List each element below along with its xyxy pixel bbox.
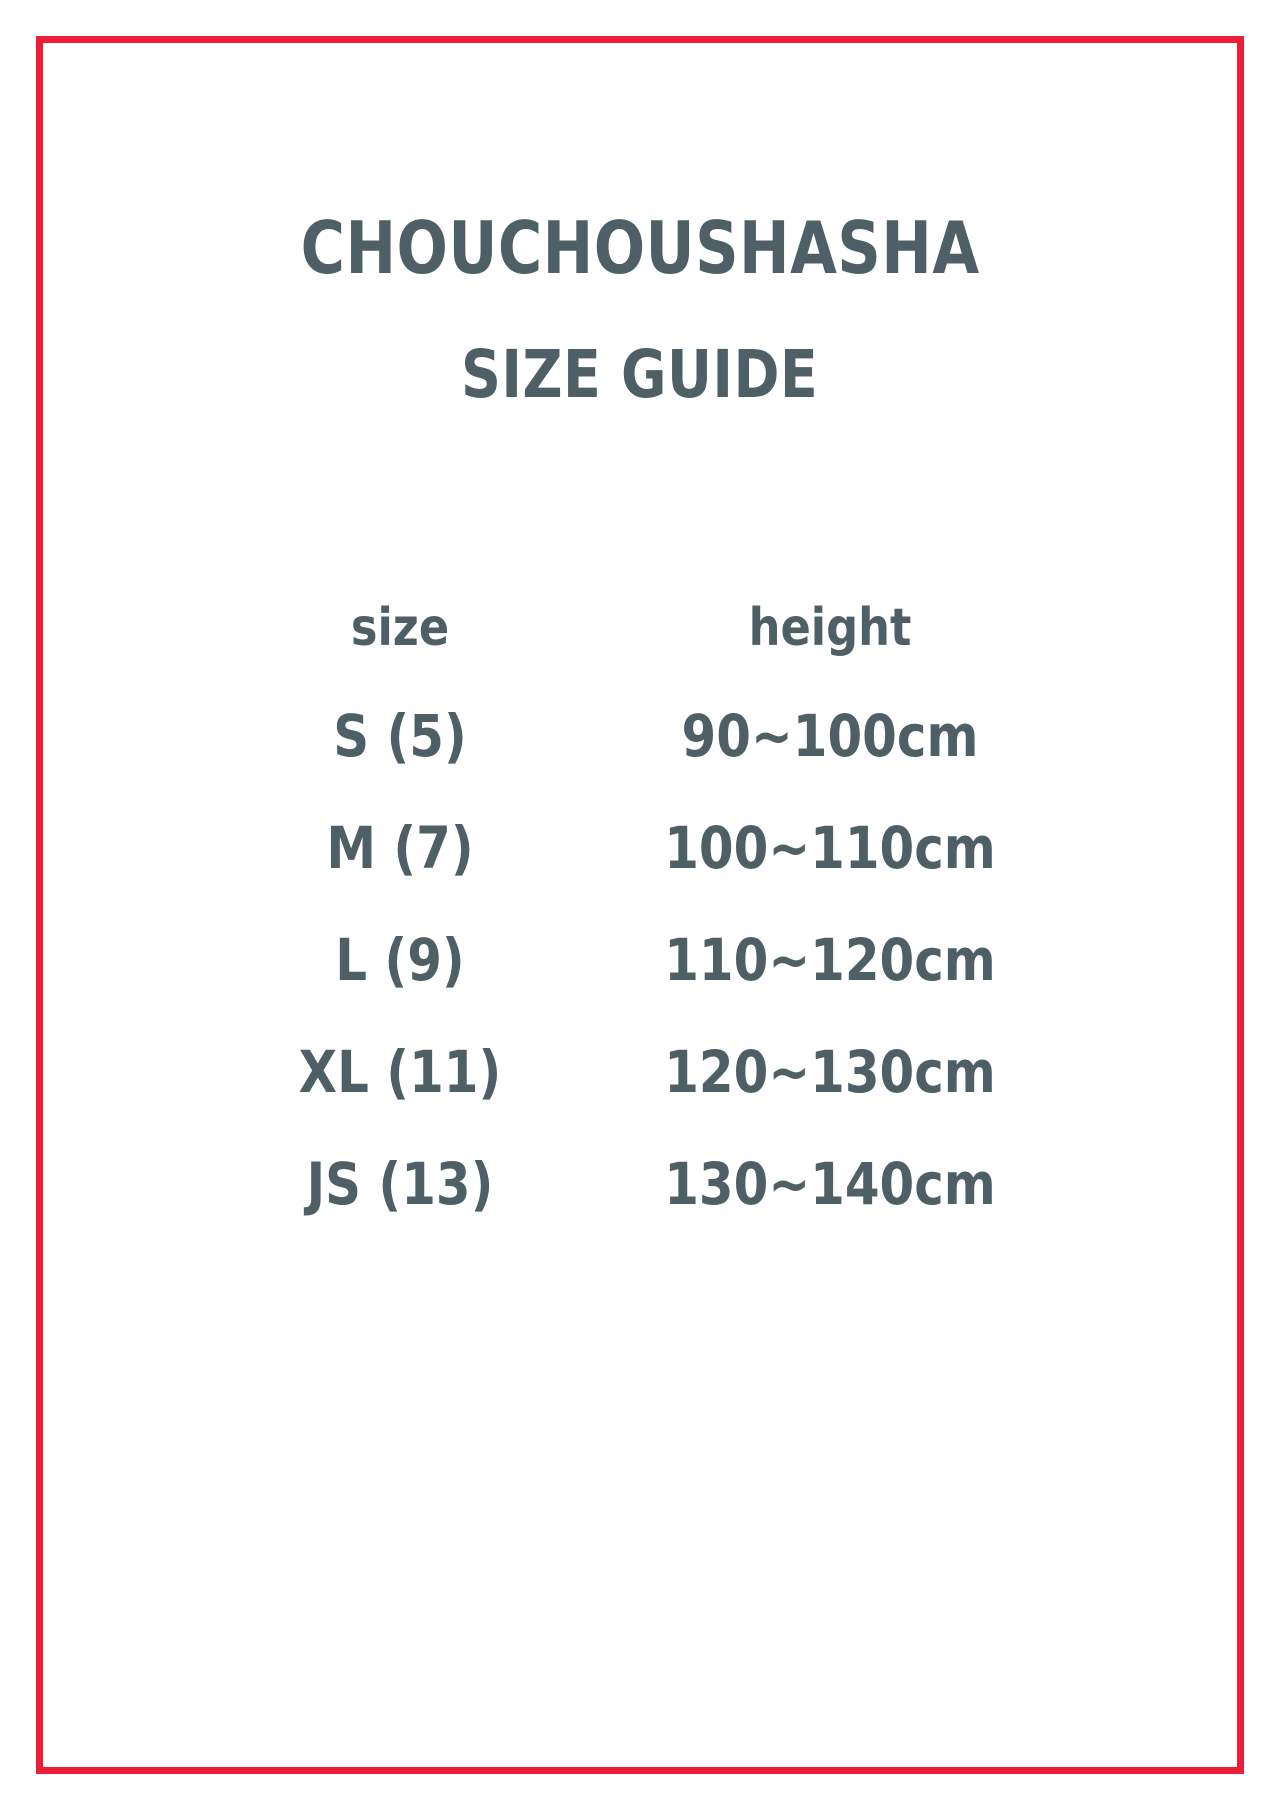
brand-title: CHOUCHOUSHASHA	[300, 206, 980, 290]
column-header-size: size	[350, 598, 450, 658]
cell-size: L (9)	[335, 926, 465, 994]
cell-height: 120~130cm	[664, 1038, 996, 1106]
page-title: SIZE GUIDE	[461, 336, 819, 413]
cell-size: JS (13)	[306, 1150, 494, 1218]
cell-height: 100~110cm	[664, 814, 996, 882]
cell-height: 110~120cm	[664, 926, 996, 994]
table-row	[210, 1150, 1070, 1218]
column-header-height: height	[748, 598, 912, 658]
table-row	[210, 926, 1070, 994]
cell-height: 130~140cm	[664, 1150, 996, 1218]
table-row	[210, 1038, 1070, 1106]
table-row	[210, 814, 1070, 882]
table-row	[210, 702, 1070, 770]
cell-size: XL (11)	[298, 1038, 502, 1106]
size-table	[210, 598, 1070, 1218]
cell-size: M (7)	[326, 814, 474, 882]
page-content	[36, 36, 1244, 1774]
table-header-row	[210, 598, 1070, 658]
cell-size: S (5)	[333, 702, 467, 770]
cell-height: 90~100cm	[681, 702, 979, 770]
